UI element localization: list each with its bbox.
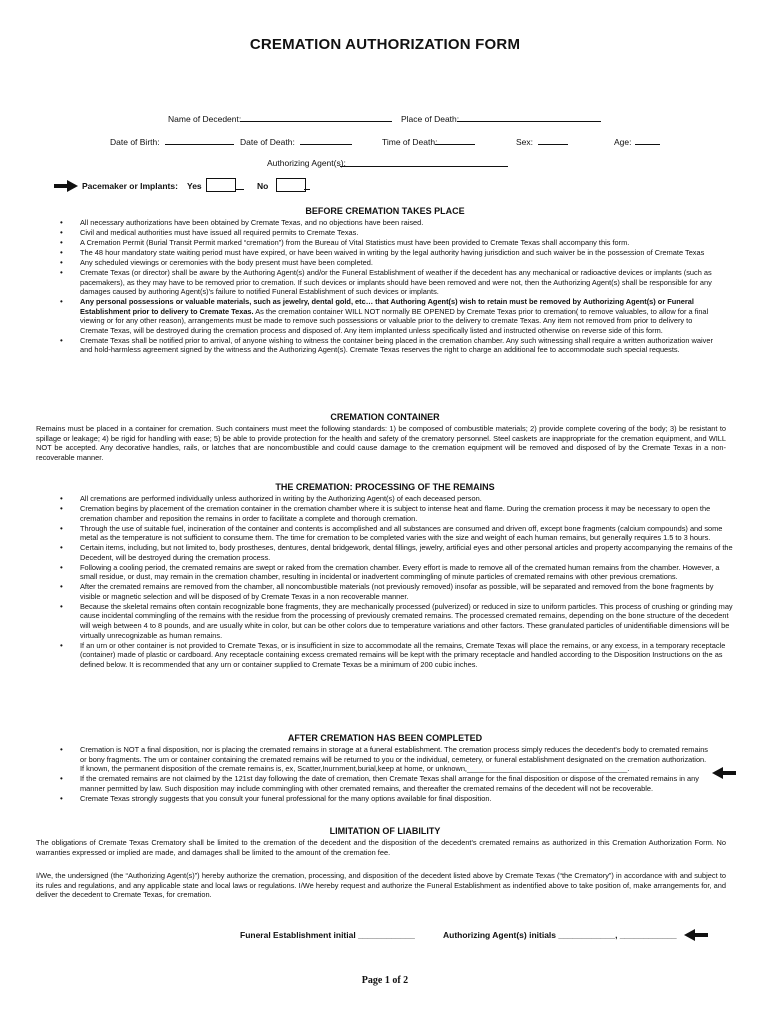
place-of-death-field[interactable] — [457, 112, 601, 122]
before-heading: BEFORE CREMATION TAKES PLACE — [305, 206, 465, 216]
yes-label: Yes — [187, 181, 202, 191]
list-item: • The 48 hour mandatory state waiting period must have expired, or have been waived in writing by the legal authority having jurisdiction and such waiver be in the possession of Cremate Texas — [58, 248, 718, 258]
time-of-death-field[interactable] — [435, 135, 475, 145]
list-item — [58, 745, 712, 774]
list-item — [58, 297, 718, 335]
list-item: • Cremation begins by placement of the cremation container in the cremation chamber where it is subject to intense heat and flame. During the cremation process it may be necessary to open the cremation chamber and reposition the remains in order to facilitate a complete and thorough cremation. — [58, 504, 734, 523]
notice-text: As the cremation container WILL NOT normally BE OPENED by Cremate Texas prior to cremation( to remove valuables, to allow for a final viewing or for any other reason), arrangements must be made to remove such possessions or valuable prior to the delivery to cremate Texas. Any item not removed from prior to delivery to Cremate Texas, will be destroyed during the cremation process and disposed of. Any item implanted unless specifically listed and instructed otherwise on reverse side of this form. — [80, 306, 709, 335]
authorization-text: I/We, the undersigned (the “Authorizing Agent(s)”) hereby authorize the cremation, processing, and disposition of the decedent listed above by Cremate Texas (“the Crematory”) in accordance with and subject to its rules and regulations, and any applicable state and local laws or regulations. I/We hereby request and authorize the Funeral Establishment as indentified above to take position of, make arrangements for, and deliver the decedent to Cremate Texas, for cremation. — [36, 871, 726, 900]
list-item: • Because the skeletal remains often contain recognizable bone fragments, they are mechanically processed (pulverized) or reduced in size to uniform particles. This process of crushing or grinding may cause incidental commingling of the remains with the residue from the processing of previously cremated remains. The processed cremated remains, depending on the bone structure of the decedent will weigh between 4 to 8 pounds, and are usually white in color, but can be other colors due to temperature variations and other factors. These granulated particles of unidentifiable dimensions will be virtually unrecognizable as human remains. — [58, 602, 734, 640]
date-of-death-field[interactable] — [300, 135, 352, 145]
arrow-left-icon — [712, 767, 736, 779]
page-number: Page 1 of 2 — [361, 975, 409, 986]
list-item: • If an urn or other container is not provided to Cremate Texas, or is insufficient in size to accommodate all the remains, Cremate Texas will place the remains, or any excess, in a temporary receptacle (container) made of plastic or cardboard. Any receptacle containing excess cremated remains will be kept with the primary receptacle and handled according to the Disposition Instructions on the as defined below. It is recommended that any urn or container supplied to Cremate Texas be a minimum of 200 cubic inches. — [58, 641, 734, 670]
list-item: • A Cremation Permit (Burial Transit Permit marked “cremation”) from the Bureau of Vital Statistics must have been provided to Cremate Texas shall accompany this form. — [58, 238, 718, 248]
list-item: • If the cremated remains are not claimed by the 121st day following the date of cremation, then Cremate Texas shall arrange for the final disposition or dispose of the cremated remains in any manner permitted by law. Such disposition may include commingling with other cremated remains, and thereafter the cremated remains of the decedent will not be recoverable. — [58, 774, 712, 793]
arrow-right-icon — [54, 180, 78, 192]
time-of-death-label: Time of Death: — [382, 137, 438, 147]
agent-initials-field[interactable]: Authorizing Agent(s) initials ____________, ____________ — [443, 930, 677, 940]
no-label: No — [257, 181, 269, 191]
authorizing-agents-label: Authorizing Agent(s): — [267, 158, 346, 168]
age-field[interactable] — [635, 135, 660, 145]
processing-heading: THE CREMATION: PROCESSING OF THE REMAINS — [275, 482, 495, 492]
place-of-death-label: Place of Death: — [401, 114, 460, 124]
arrow-left-icon — [684, 929, 708, 941]
list-item: • Following a cooling period, the cremated remains are swept or raked from the cremation chamber. Every effort is made to remove all of the cremated human remains from the chamber. However, a small residue, or dust, may remain in the cremation chamber, resulting in incidental or inadvertent commingling of minute particles of cremated remains with other previous cremations. — [58, 563, 734, 582]
disposition-field[interactable]: _______________________________________. — [466, 764, 630, 774]
list-item: • Cremate Texas strongly suggests that you consult your funeral professional for the many options available for final disposition. — [58, 794, 712, 804]
name-of-decedent-field[interactable] — [240, 112, 392, 122]
list-item: • All cremations are performed individually unless authorized in writing by the Authorizing Agent(s) of each deceased person. — [58, 494, 734, 504]
date-of-birth-label: Date of Birth: — [110, 137, 160, 147]
list-item: • Any scheduled viewings or ceremonies with the body present must have been completed. — [58, 258, 718, 268]
list-item: • Certain items, including, but not limited to, body prostheses, dentures, dental bridgework, dental fillings, jewelry, artificial eyes and other personal articles and property accompanying the remains of the Decedent, will be destroyed during the cremation process. — [58, 543, 734, 562]
list-item: • Cremate Texas shall be notified prior to arrival, of anyone wishing to witness the container being placed in the cremation chamber. Any such witnessing shall require a written authorization waiver and hold-harmless agreement signed by the witness and the Authorizing Agent(s). Cremate Texas reserves the right to charge an additional fee to accommodate such special requests. — [58, 336, 718, 355]
list-item: • Civil and medical authorities must have issued all required permits to Cremate Texas. — [58, 228, 718, 238]
list-item: • Cremate Texas (or director) shall be aware by the Authoring Agent(s) and/or the Funeral Establishment of weather if the decedent has any mechanical or radioactive devices or implants (such as pacemakers), as they may have to be removed prior to cremation. If such devices or implants should have been removed and were not, then the Authorizing Agent(s) shall be responsible for any damages caused by authoring Agent(s)'s failure to notified Funeral Establishment of such devices or implants. — [58, 268, 718, 297]
name-of-decedent-label: Name of Decedent: — [168, 114, 242, 124]
authorizing-agents-field[interactable] — [340, 157, 508, 167]
list-item: • All necessary authorizations have been obtained by Cremate Texas, and no objections have been raised. — [58, 218, 718, 228]
after-heading: AFTER CREMATION HAS BEEN COMPLETED — [287, 733, 483, 743]
yes-underline — [236, 189, 244, 190]
form-title: CREMATION AUTHORIZATION FORM — [249, 36, 521, 53]
container-text: Remains must be placed in a container for cremation. Such containers must meet the following standards: 1) be composed of combustible materials; 2) provide complete covering of the body; 3) be resistant to spillage or leakage; 4) be rigid for handling with ease; 5) be able to provide protection for the health and safety of the crematory personnel. Steel caskets are inappropriate for the cremation equipment, and WILL NOT be accepted. Any decorative handles, rails, or latches that are noncombustible and could cause damage to the cremation equipment will be removed and disposed of by the Cremate Texas in a non-recoverable manner. — [36, 424, 726, 462]
no-underline — [304, 189, 310, 190]
bold-notice: Any personal possessions or valuable materials, such as jewelry, dental gold, etc… that Authoring Agent(s) wish to retain must be removed by Authorizing Agent(s) or Funeral Establishment prior to delivery to Cremate Texas. — [80, 297, 694, 316]
after-list — [58, 745, 712, 804]
age-label: Age: — [614, 137, 632, 147]
list-item: • Through the use of suitable fuel, incineration of the container and contents is accomplished and all substances are consumed and driven off, except bone fragments (calcium compounds) and some metal as the temperature is not sufficient to consume them. The time for cremation to be completed varies with the size and weight of each human remains, but generally requires 1.5 to 3 hours. — [58, 524, 734, 543]
list-item: • After the cremated remains are removed from the chamber, all noncombustible materials (not previously removed) insofar as possible, will be separated and removed from the bone fragments by visible or magnetic selection and will be disposed of by Cremate Texas in a non recoverable manner. — [58, 582, 734, 601]
no-checkbox[interactable] — [276, 178, 306, 192]
disposition-text: Cremation is NOT a final disposition, nor is placing the cremated remains in storage at a funeral establishment. The cremation process simply reduces the decedent's body to cremated remains or bony fragments. The urn or container containing the cremated remains will be returned to you or the individual, cemetery, or funeral establishment designated on the cremation authorization. If known, the permanent disposition of the cremate remains is, ex, Scatter,Inurnment,burial,keep at home, or unknown, — [80, 745, 709, 774]
sex-label: Sex: — [516, 137, 534, 147]
processing-list — [58, 494, 734, 670]
date-of-death-label: Date of Death: — [240, 137, 295, 147]
container-heading: CREMATION CONTAINER — [330, 412, 440, 422]
funeral-initial-field[interactable]: Funeral Establishment initial ____________ — [240, 930, 415, 940]
sex-field[interactable] — [538, 135, 568, 145]
before-list — [58, 218, 718, 355]
liability-heading: LIMITATION OF LIABILITY — [329, 826, 441, 836]
liability-text: The obligations of Cremate Texas Crematory shall be limited to the cremation of the decedent and the disposition of the decedent's cremated remains as authorized in this Cremation Authorization Form. No warranties expressed or implied are made, and damages shall be limited to the amount of the cremation fee. — [36, 838, 726, 857]
yes-checkbox[interactable] — [206, 178, 236, 192]
date-of-birth-field[interactable] — [165, 135, 234, 145]
pacemaker-label: Pacemaker or Implants: — [82, 181, 178, 191]
